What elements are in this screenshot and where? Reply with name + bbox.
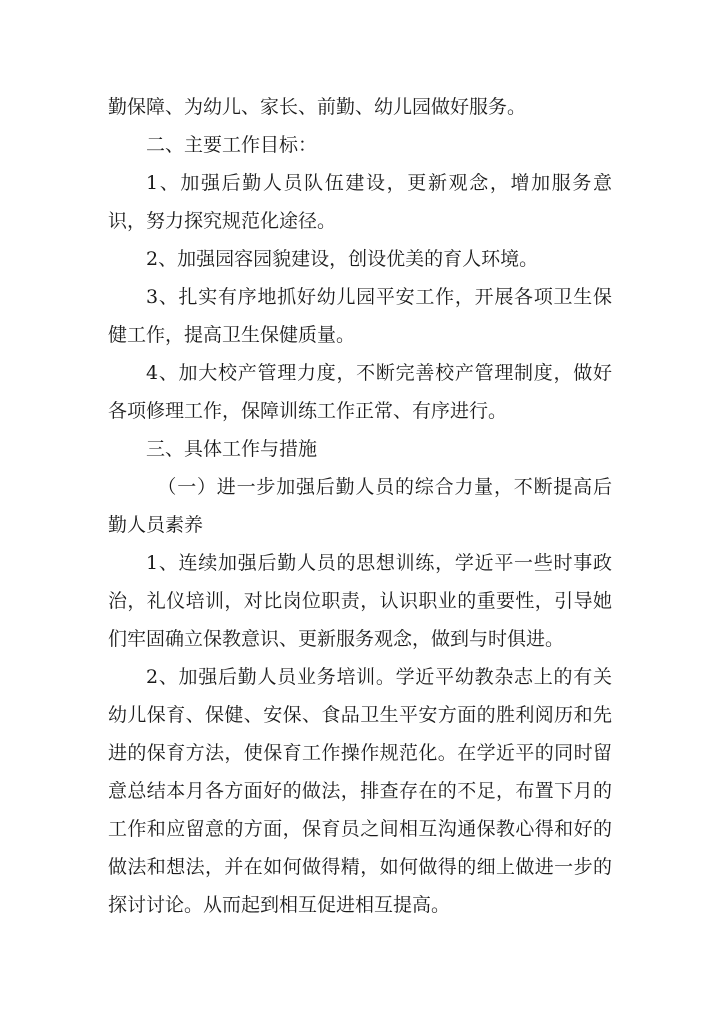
subsection-heading-1: （一）进一步加强后勤人员的综合力量，不断提高后勤人员素养 (108, 476, 612, 536)
document-body (108, 88, 612, 924)
section-heading-main-goals: 二、主要工作目标： (146, 134, 318, 156)
goal-item-4: 4、加大校产管理力度，不断完善校产管理制度，做好各项修理工作，保障训练工作正常、有序进行。 (108, 362, 612, 422)
section-heading-measures: 三、具体工作与措施 (146, 438, 318, 460)
goal-item-3: 3、扎实有序地抓好幼儿园平安工作，开展各项卫生保健工作，提高卫生保健质量。 (108, 286, 612, 346)
goal-item-2: 2、加强园容园貌建设，创设优美的育人环境。 (146, 248, 539, 270)
paragraph-continued: 勤保障、为幼儿、家长、前勤、幼儿园做好服务。 (108, 96, 527, 118)
measure-item-2: 2、加强后勤人员业务培训。学近平幼教杂志上的有关幼儿保育、保健、安保、食品卫生平安方面的胜利阅历和先进的保育方法，使保育工作操作规范化。在学近平的同时留意总结本月各方面好的做法，排查存在的不足，布置下月的工作和应留意的方面，保育员之间相互沟通保教心得和好的做法和想法，并在如何做得精，如何做得的细上做进一步的探讨讨论。从而起到相互促进相互提高。 (108, 666, 612, 916)
goal-item-1: 1、加强后勤人员队伍建设，更新观念，增加服务意识，努力探究规范化途径。 (108, 172, 612, 232)
measure-item-1: 1、连续加强后勤人员的思想训练，学近平一些时事政治，礼仪培训，对比岗位职责，认识职业的重要性，引导她们牢固确立保教意识、更新服务观念，做到与时俱进。 (108, 552, 612, 650)
